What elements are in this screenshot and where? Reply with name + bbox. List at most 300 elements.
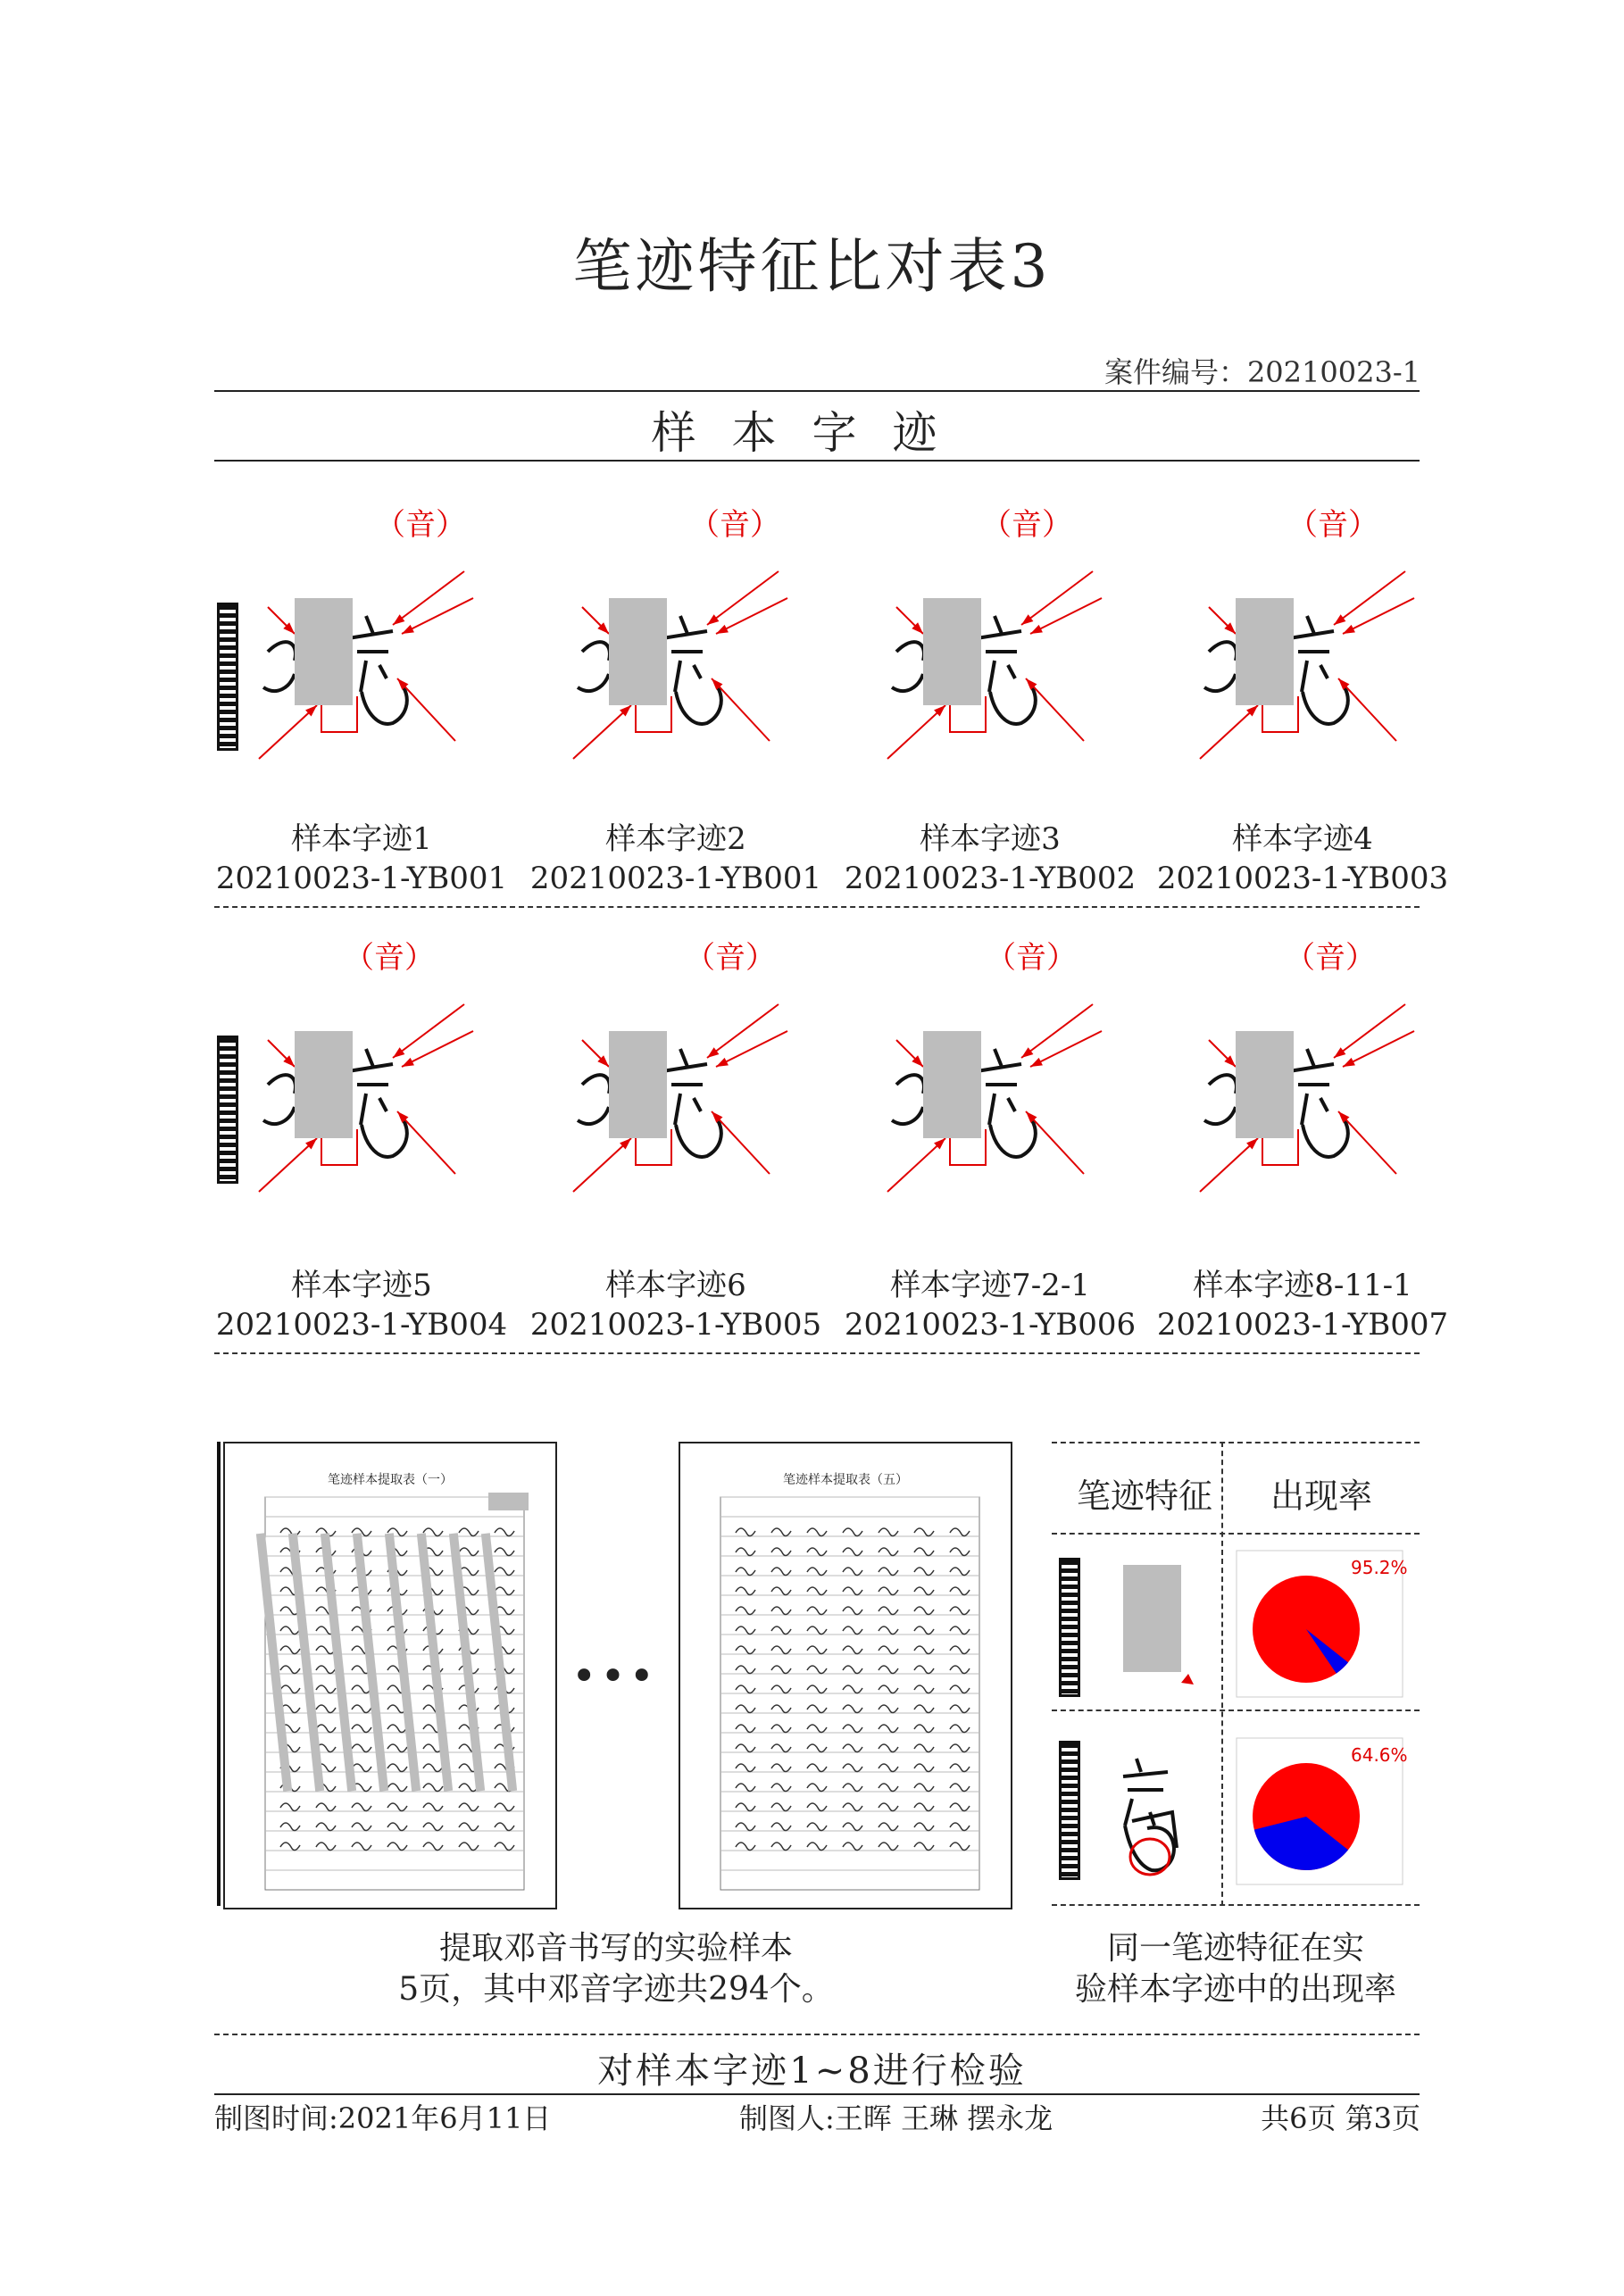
rate-note — [1052, 1928, 1420, 2010]
handwritten-char — [387, 1764, 407, 1772]
handwritten-char — [736, 1744, 755, 1752]
handwritten-char — [736, 1725, 755, 1733]
handwritten-char — [495, 1823, 514, 1831]
experiment-note-line1: 提取邓音书写的实验样本 — [438, 1930, 793, 1967]
handwritten-char — [423, 1843, 443, 1851]
handwritten-char — [387, 1744, 407, 1752]
privacy-mask — [488, 1493, 529, 1510]
rate-column-header: 出现率 — [1270, 1477, 1373, 1516]
handwritten-char — [879, 1626, 898, 1635]
feature-arrow — [1200, 1138, 1258, 1192]
handwritten-char — [843, 1764, 862, 1772]
handwritten-char — [387, 1843, 407, 1851]
handwritten-char — [280, 1823, 300, 1831]
sample-char-label: （音） — [1287, 507, 1378, 543]
arrow-head — [393, 1047, 404, 1058]
handwritten-char — [914, 1607, 934, 1615]
handwritten-char — [736, 1823, 755, 1831]
handwritten-char — [950, 1666, 970, 1674]
sample-char-label: （音） — [375, 507, 466, 543]
handwritten-char — [950, 1843, 970, 1851]
handwritten-char — [423, 1803, 443, 1811]
ink-stroke — [578, 1075, 610, 1124]
handwritten-char — [352, 1764, 371, 1772]
document-5-title: 笔迹样本提取表（五） — [783, 1473, 908, 1487]
footer-authors: 制图人:王晖 王琳 摆永龙 — [739, 2101, 1054, 2135]
handwritten-char — [950, 1607, 970, 1615]
dashed-divider — [214, 2034, 1420, 2035]
feature-arrow — [393, 1004, 464, 1058]
sample-char-label: （音） — [689, 507, 780, 543]
feature-arrow — [573, 1138, 631, 1192]
handwritten-char — [914, 1705, 934, 1713]
rate-note-line2: 验样本字迹中的出现率 — [1074, 1971, 1396, 2008]
handwritten-char — [771, 1705, 791, 1713]
handwritten-char — [843, 1823, 862, 1831]
sample-handwriting — [1173, 553, 1477, 848]
sample-name: 样本字迹5 — [291, 1268, 432, 1303]
handwritten-char — [736, 1568, 755, 1576]
handwritten-char — [807, 1646, 827, 1654]
feature-column-header: 笔迹特征 — [1077, 1477, 1213, 1516]
handwritten-char — [843, 1843, 862, 1851]
handwritten-char — [316, 1843, 336, 1851]
ink-stroke — [892, 642, 924, 691]
handwritten-char — [807, 1568, 827, 1576]
handwritten-char — [807, 1725, 827, 1733]
sample-name: 样本字迹3 — [920, 821, 1061, 857]
handwritten-char — [736, 1646, 755, 1654]
handwritten-char — [316, 1823, 336, 1831]
experiment-document-5 — [679, 1442, 1012, 1909]
sample-caption — [524, 1266, 828, 1344]
feature-arrow — [573, 705, 631, 759]
handwritten-char — [879, 1607, 898, 1615]
sample-handwriting — [861, 986, 1164, 1281]
handwritten-char — [914, 1528, 934, 1536]
handwritten-char — [914, 1548, 934, 1556]
handwritten-char — [914, 1626, 934, 1635]
handwritten-char — [843, 1626, 862, 1635]
handwritten-char — [879, 1843, 898, 1851]
handwritten-char — [736, 1843, 755, 1851]
sample-char-label: （音） — [685, 940, 776, 976]
sample-char-label: （音） — [986, 940, 1077, 976]
arrow-head — [707, 1047, 719, 1058]
feature-arrow — [1021, 571, 1093, 625]
handwritten-char — [950, 1705, 970, 1713]
handwritten-char — [771, 1548, 791, 1556]
handwritten-char — [736, 1528, 755, 1536]
rate-label: 95.2% — [1351, 1557, 1408, 1578]
handwritten-char — [736, 1705, 755, 1713]
handwritten-char — [423, 1784, 443, 1792]
handwritten-char — [736, 1587, 755, 1595]
sample-code: 20210023-1-YB003 — [1156, 861, 1449, 896]
arrow-head — [402, 625, 414, 634]
feature-arrow — [1343, 1031, 1414, 1067]
handwritten-char — [387, 1784, 407, 1792]
feature-arrow — [707, 1004, 779, 1058]
handwritten-char — [879, 1744, 898, 1752]
handwritten-char — [879, 1587, 898, 1595]
feature-arrow — [1200, 705, 1258, 759]
handwritten-char — [807, 1626, 827, 1635]
arrow-head — [1030, 625, 1043, 634]
handwritten-char — [736, 1626, 755, 1635]
sample-code: 20210023-1-YB001 — [529, 861, 822, 896]
sample-name: 样本字迹1 — [291, 821, 432, 857]
feature-arrow — [402, 598, 473, 634]
arrow-head — [716, 1058, 729, 1067]
sample-code: 20210023-1-YB001 — [215, 861, 508, 896]
handwritten-char — [914, 1784, 934, 1792]
ink-stroke — [1204, 642, 1237, 691]
sample-name: 样本字迹4 — [1232, 821, 1373, 857]
sample-handwriting — [861, 553, 1164, 848]
sample-char-label: （音） — [344, 940, 435, 976]
sample-name: 样本字迹2 — [605, 821, 746, 857]
handwritten-char — [843, 1685, 862, 1693]
sample-name: 样本字迹7-2-1 — [890, 1268, 1090, 1303]
handwritten-char — [459, 1528, 479, 1536]
feature-arrow — [887, 1138, 945, 1192]
sample-caption — [210, 1266, 513, 1344]
handwritten-char — [736, 1803, 755, 1811]
handwritten-char — [843, 1528, 862, 1536]
feature-arrow — [716, 598, 787, 634]
arrow-head — [393, 614, 404, 625]
handwritten-char — [807, 1843, 827, 1851]
feature-arrow — [707, 571, 779, 625]
privacy-mask — [923, 1031, 981, 1138]
feature-1-pie-frame — [1235, 1549, 1413, 1701]
arrow-head — [1030, 1058, 1043, 1067]
handwritten-char — [771, 1803, 791, 1811]
handwritten-char — [843, 1744, 862, 1752]
handwritten-char — [423, 1823, 443, 1831]
handwritten-char — [352, 1744, 371, 1752]
feature-arrow — [1343, 598, 1414, 634]
sample-code: 20210023-1-YB004 — [215, 1307, 508, 1343]
handwritten-char — [807, 1587, 827, 1595]
handwritten-char — [495, 1803, 514, 1811]
rate-label: 64.6% — [1351, 1744, 1408, 1766]
handwritten-char — [736, 1666, 755, 1674]
handwritten-char — [771, 1607, 791, 1615]
handwritten-char — [879, 1764, 898, 1772]
ink-stroke — [263, 1075, 296, 1124]
feature-arrow — [402, 1031, 473, 1067]
handwritten-char — [879, 1685, 898, 1693]
handwritten-char — [423, 1528, 443, 1536]
handwritten-char — [459, 1823, 479, 1831]
scale-ruler — [1059, 1558, 1080, 1697]
handwritten-char — [459, 1843, 479, 1851]
handwritten-char — [352, 1843, 371, 1851]
feature-2-glyph — [1096, 1736, 1203, 1888]
sample-caption — [1151, 819, 1454, 898]
sample-handwriting — [232, 553, 536, 848]
handwritten-char — [950, 1764, 970, 1772]
document-edge — [217, 1442, 221, 1906]
handwritten-char — [316, 1666, 336, 1674]
feature-arrow — [887, 705, 945, 759]
privacy-mask — [609, 598, 667, 705]
handwritten-char — [771, 1685, 791, 1693]
handwritten-char — [736, 1607, 755, 1615]
page-title: 笔迹特征比对表3 — [572, 232, 1052, 301]
handwritten-char — [771, 1587, 791, 1595]
handwritten-char — [914, 1587, 934, 1595]
divider — [214, 390, 1420, 392]
handwritten-char — [950, 1725, 970, 1733]
handwritten-char — [771, 1725, 791, 1733]
sample-handwriting — [1173, 986, 1477, 1281]
handwritten-char — [843, 1666, 862, 1674]
handwritten-char — [316, 1705, 336, 1713]
sample-name: 样本字迹6 — [605, 1268, 746, 1303]
arrow-head — [1334, 1047, 1345, 1058]
handwritten-char — [950, 1823, 970, 1831]
arrow-head — [1343, 1058, 1355, 1067]
conclusion: 对样本字迹1~8进行检验 — [597, 2051, 1027, 2092]
experiment-note-line2: 5页，其中邓音字迹共294个。 — [398, 1971, 834, 2008]
handwritten-char — [843, 1548, 862, 1556]
sample-handwriting — [546, 553, 850, 848]
handwritten-char — [736, 1685, 755, 1693]
handwritten-char — [459, 1548, 479, 1556]
handwritten-char — [807, 1548, 827, 1556]
document-1-drawing — [225, 1443, 555, 1908]
privacy-mask — [609, 1031, 667, 1138]
handwritten-char — [879, 1803, 898, 1811]
scale-ruler — [1059, 1741, 1080, 1880]
handwritten-char — [495, 1568, 514, 1576]
footer-date: 制图时间:2021年6月11日 — [214, 2101, 552, 2135]
handwritten-char — [387, 1725, 407, 1733]
handwritten-char — [950, 1685, 970, 1693]
arrow-head — [402, 1058, 414, 1067]
handwritten-char — [387, 1803, 407, 1811]
handwritten-char — [879, 1666, 898, 1674]
privacy-mask — [1236, 1031, 1294, 1138]
handwritten-char — [316, 1685, 336, 1693]
handwritten-char — [352, 1725, 371, 1733]
handwritten-char — [843, 1725, 862, 1733]
feature-arrow — [393, 571, 464, 625]
sample-char-label: （音） — [1285, 940, 1376, 976]
handwritten-char — [352, 1823, 371, 1831]
handwritten-char — [807, 1666, 827, 1674]
handwritten-char — [280, 1626, 300, 1635]
dashed-divider — [214, 906, 1420, 908]
handwritten-char — [914, 1803, 934, 1811]
handwritten-char — [950, 1568, 970, 1576]
feature-arrow — [716, 1031, 787, 1067]
sample-caption — [524, 819, 828, 898]
handwritten-char — [807, 1764, 827, 1772]
arrow-head — [1021, 614, 1033, 625]
handwritten-char — [495, 1548, 514, 1556]
handwritten-char — [316, 1803, 336, 1811]
handwritten-char — [879, 1528, 898, 1536]
ellipsis: ••• — [571, 1651, 658, 1701]
feature-arrow — [1030, 1031, 1102, 1067]
handwritten-char — [843, 1705, 862, 1713]
feature-1-glyph — [1096, 1549, 1203, 1701]
handwritten-char — [771, 1823, 791, 1831]
handwritten-char — [807, 1784, 827, 1792]
footer-pages: 共6页 第3页 — [1261, 2101, 1420, 2135]
handwritten-char — [807, 1685, 827, 1693]
sample-code: 20210023-1-YB006 — [844, 1307, 1137, 1343]
handwritten-char — [280, 1685, 300, 1693]
sample-caption — [838, 1266, 1142, 1344]
handwritten-char — [879, 1725, 898, 1733]
handwritten-char — [843, 1803, 862, 1811]
experiment-document-1 — [223, 1442, 557, 1909]
handwritten-char — [950, 1626, 970, 1635]
handwritten-char — [771, 1528, 791, 1536]
feature-arrow — [1030, 598, 1102, 634]
arrow-head — [1343, 625, 1355, 634]
handwritten-char — [914, 1843, 934, 1851]
handwritten-char — [459, 1803, 479, 1811]
handwritten-char — [879, 1548, 898, 1556]
handwritten-char — [280, 1646, 300, 1654]
privacy-mask — [295, 1031, 353, 1138]
handwritten-char — [843, 1568, 862, 1576]
rate-note-line1: 同一笔迹特征在实 — [1106, 1930, 1364, 1967]
handwritten-char — [950, 1803, 970, 1811]
handwritten-char — [352, 1685, 371, 1693]
handwritten-char — [736, 1764, 755, 1772]
ink-stroke — [1204, 1075, 1237, 1124]
handwritten-char — [843, 1646, 862, 1654]
handwritten-char — [843, 1784, 862, 1792]
sample-handwriting — [232, 986, 536, 1281]
case-number: 案件编号：20210023-1 — [1103, 355, 1420, 389]
sample-handwriting — [546, 986, 850, 1281]
privacy-mask — [923, 598, 981, 705]
arrow-head — [716, 625, 729, 634]
handwritten-char — [495, 1843, 514, 1851]
feature-arrow — [259, 705, 317, 759]
handwritten-char — [495, 1587, 514, 1595]
handwritten-char — [914, 1666, 934, 1674]
sample-char-label: （音） — [981, 507, 1072, 543]
section-title: 样本字迹 — [651, 407, 973, 459]
feature-2-pie-frame — [1235, 1736, 1413, 1888]
dashed-divider — [214, 1352, 1420, 1354]
ink-stroke — [892, 1075, 924, 1124]
handwritten-char — [879, 1823, 898, 1831]
handwritten-char — [771, 1626, 791, 1635]
document-5-drawing — [680, 1443, 1011, 1908]
handwritten-char — [316, 1725, 336, 1733]
sample-code: 20210023-1-YB002 — [844, 861, 1137, 896]
ink-stroke — [578, 642, 610, 691]
handwritten-char — [950, 1646, 970, 1654]
privacy-mask — [295, 598, 353, 705]
handwritten-char — [950, 1528, 970, 1536]
handwritten-char — [879, 1705, 898, 1713]
handwritten-char — [736, 1784, 755, 1792]
handwritten-char — [879, 1646, 898, 1654]
feature-arrow — [1021, 1004, 1093, 1058]
handwritten-char — [914, 1646, 934, 1654]
handwritten-char — [352, 1803, 371, 1811]
feature-arrow — [1334, 1004, 1405, 1058]
privacy-mask — [1123, 1565, 1181, 1672]
handwritten-char — [771, 1666, 791, 1674]
handwritten-char — [771, 1784, 791, 1792]
handwritten-char — [807, 1823, 827, 1831]
feature-arrow — [259, 1138, 317, 1192]
handwritten-char — [879, 1568, 898, 1576]
handwritten-char — [843, 1607, 862, 1615]
handwritten-char — [950, 1548, 970, 1556]
handwritten-char — [495, 1528, 514, 1536]
handwritten-char — [914, 1725, 934, 1733]
document-1-title: 笔迹样本提取表（一） — [328, 1473, 453, 1487]
privacy-mask — [1236, 598, 1294, 705]
handwritten-char — [771, 1764, 791, 1772]
handwritten-char — [950, 1784, 970, 1792]
handwritten-char — [771, 1744, 791, 1752]
handwritten-char — [807, 1803, 827, 1811]
handwritten-char — [914, 1823, 934, 1831]
sample-name: 样本字迹8-11-1 — [1193, 1268, 1412, 1303]
divider — [214, 460, 1420, 462]
handwritten-char — [423, 1764, 443, 1772]
handwritten-char — [807, 1528, 827, 1536]
handwritten-char — [879, 1784, 898, 1792]
handwritten-char — [914, 1764, 934, 1772]
handwritten-char — [807, 1705, 827, 1713]
sample-code: 20210023-1-YB005 — [529, 1307, 822, 1343]
sample-code: 20210023-1-YB007 — [1156, 1307, 1449, 1343]
sample-caption — [838, 819, 1142, 898]
arrow-head — [1021, 1047, 1033, 1058]
handwritten-char — [950, 1744, 970, 1752]
handwritten-char — [843, 1587, 862, 1595]
handwritten-char — [950, 1587, 970, 1595]
handwritten-char — [807, 1607, 827, 1615]
arrow-head — [1334, 614, 1345, 625]
handwritten-char — [771, 1843, 791, 1851]
handwritten-char — [352, 1705, 371, 1713]
feature-table — [1052, 1442, 1420, 1906]
handwritten-char — [736, 1548, 755, 1556]
handwritten-char — [914, 1685, 934, 1693]
handwritten-char — [771, 1568, 791, 1576]
handwritten-char — [914, 1744, 934, 1752]
handwritten-char — [280, 1843, 300, 1851]
handwritten-char — [280, 1666, 300, 1674]
feature-arrow — [1334, 571, 1405, 625]
divider — [214, 2093, 1420, 2095]
sample-caption — [1151, 1266, 1454, 1344]
handwritten-char — [280, 1803, 300, 1811]
ink-stroke — [263, 642, 296, 691]
handwritten-char — [771, 1646, 791, 1654]
handwritten-char — [807, 1744, 827, 1752]
arrow-head — [707, 614, 719, 625]
experiment-note — [223, 1928, 1009, 2010]
sample-caption — [210, 819, 513, 898]
